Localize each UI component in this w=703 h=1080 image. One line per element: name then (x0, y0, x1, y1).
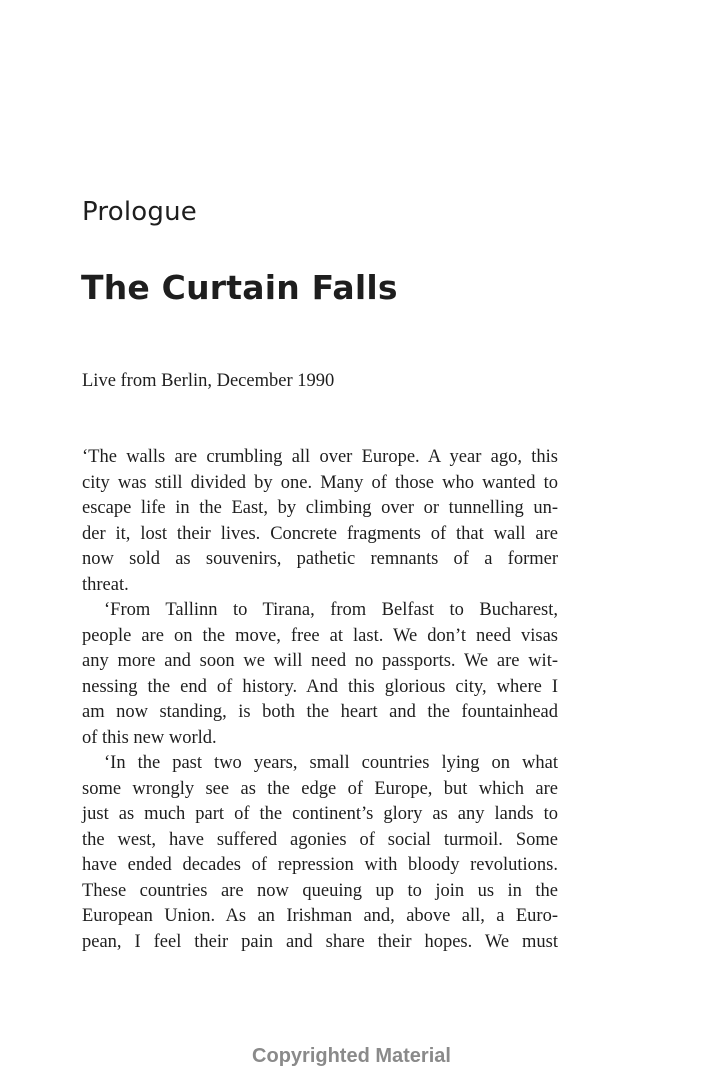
text-line: any more and soon we will need no passports. We are wit- (82, 651, 558, 671)
text-line: am now standing, is both the heart and the fountainhead (82, 702, 558, 722)
dateline: Live from Berlin, December 1990 (82, 371, 335, 391)
text-line: pean, I feel their pain and share their hopes. We must (82, 931, 558, 952)
text-line: der it, lost their lives. Concrete fragments of that wall are (82, 523, 558, 544)
text-line: of this new world. (82, 727, 217, 748)
text-line: now sold as souvenirs, pathetic remnants of a former (82, 549, 558, 569)
text-line: nessing the end of history. And this glorious city, where I (82, 676, 558, 697)
text-line: ‘The walls are crumbling all over Europe. A year ago, this (82, 447, 558, 467)
section-label: Prologue (82, 197, 197, 227)
text-line: ‘In the past two years, small countries lying on what (104, 753, 558, 773)
body-text (82, 445, 558, 955)
text-line: threat. (82, 574, 129, 595)
copyright-notice: Copyrighted Material (252, 1045, 451, 1067)
text-line: just as much part of the continent’s glory as any lands to (82, 804, 558, 824)
chapter-title: The Curtain Falls (81, 268, 398, 307)
text-line: These countries are now queuing up to join us in the (82, 880, 558, 901)
text-line: have ended decades of repression with bloody revolutions. (82, 855, 558, 875)
text-line: European Union. As an Irishman and, above all, a Euro- (82, 906, 558, 926)
text-line: the west, have suffered agonies of social turmoil. Some (82, 829, 558, 850)
text-line: city was still divided by one. Many of those who wanted to (82, 472, 558, 493)
text-line: ‘From Tallinn to Tirana, from Belfast to Bucharest, (104, 600, 558, 620)
text-line: people are on the move, free at last. We don’t need visas (82, 625, 558, 646)
text-line: some wrongly see as the edge of Europe, but which are (82, 778, 558, 799)
text-line: escape life in the East, by climbing over or tunnelling un- (82, 498, 558, 518)
